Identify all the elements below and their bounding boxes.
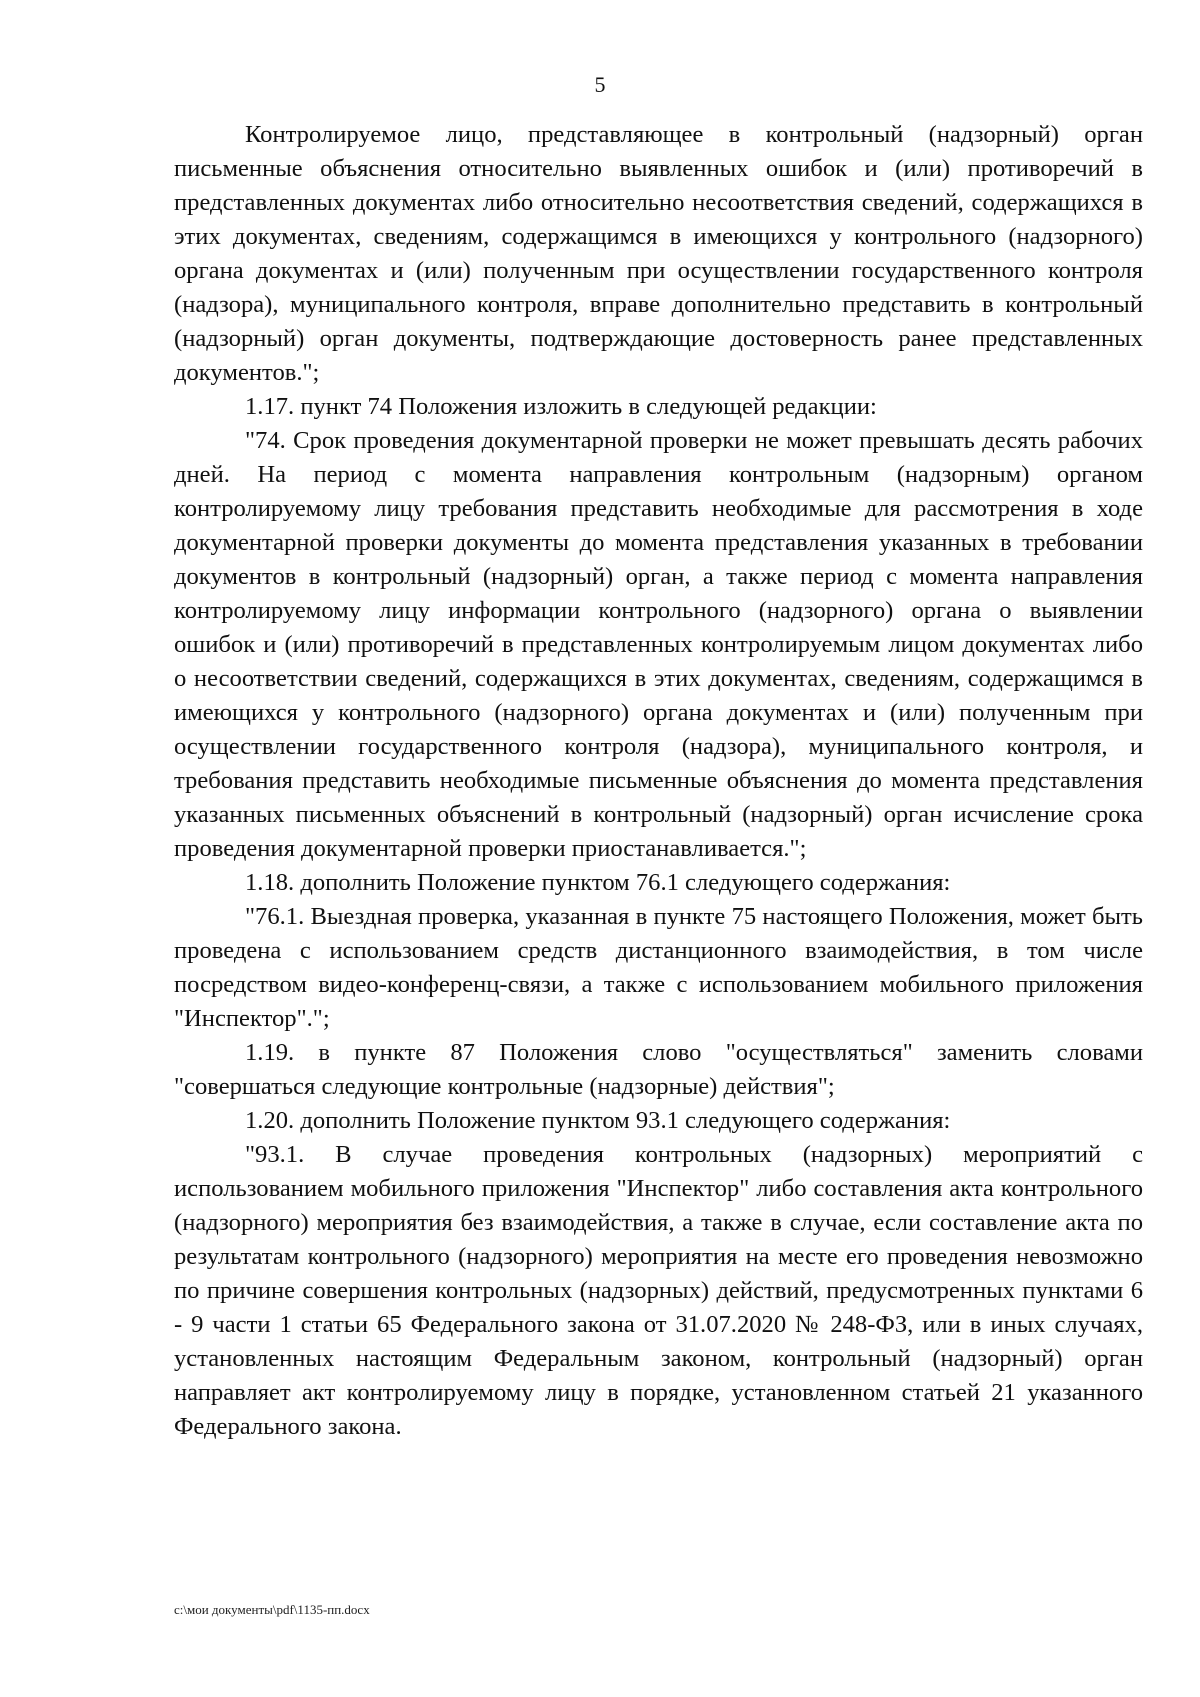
paragraph: 1.19. в пункте 87 Положения слово "осуществляться" заменить словами "совершаться следующие контрольные (надзорные) действия";	[174, 1039, 1143, 1100]
paragraph: "74. Срок проведения документарной проверки не может превышать десять рабочих дней. На период с момента направления контрольным (надзорным) органом контролируемому лицу требования представить необходимые для рассмотрения в ходе документарной проверки документы до момента представления указанных в требовании документов в контрольный (надзорный) орган, а также период с момента направления контролируемому лицу информации контрольного (надзорного) органа о выявлении ошибок и (или) противоречий в представленных контролируемым лицом документах либо о несоответствии сведений, содержащихся в этих документах, сведениям, содержащимся в имеющихся у контрольного (надзорного) органа документах и (или) полученным при осуществлении государственного контроля (надзора), муниципального контроля, и требования представить необходимые письменные объяснения до момента представления указанных письменных объяснений в контрольный (надзорный) орган исчисление срока проведения документарной проверки приостанавливается.";	[174, 427, 1143, 862]
paragraph: "76.1. Выездная проверка, указанная в пункте 75 настоящего Положения, может быть проведена с использованием средств дистанционного взаимодействия, в том числе посредством видео-конференц-связи, а также с использованием мобильного приложения "Инспектор".";	[174, 903, 1143, 1032]
paragraph: 1.18. дополнить Положение пунктом 76.1 следующего содержания:	[245, 869, 951, 896]
paragraph: Контролируемое лицо, представляющее в контрольный (надзорный) орган письменные объяснения относительно выявленных ошибок и (или) противоречий в представленных документах либо относительно несоответствия сведений, содержащихся в этих документах, сведениям, содержащимся в имеющихся у контрольного (надзорного) органа документах и (или) полученным при осуществлении государственного контроля (надзора), муниципального контроля, вправе дополнительно представить в контрольный (надзорный) орган документы, подтверждающие достоверность ранее представленных документов.";	[174, 121, 1143, 386]
paragraph: 1.17. пункт 74 Положения изложить в следующей редакции:	[245, 393, 877, 420]
footer-file-path: c:\мои документы\pdf\1135-пп.docx	[174, 1602, 370, 1617]
document-body	[174, 118, 1143, 1444]
paragraph: 1.20. дополнить Положение пунктом 93.1 следующего содержания:	[245, 1107, 951, 1134]
paragraph: "93.1. В случае проведения контрольных (надзорных) мероприятий с использованием мобильного приложения "Инспектор" либо составления акта контрольного (надзорного) мероприятия без взаимодействия, а также в случае, если составление акта по результатам контрольного (надзорного) мероприятия на месте его проведения невозможно по причине совершения контрольных (надзорных) действий, предусмотренных пунктами 6 - 9 части 1 статьи 65 Федерального закона от 31.07.2020 № 248-ФЗ, или в иных случаях, установленных настоящим Федеральным законом, контрольный (надзорный) орган направляет акт контролируемому лицу в порядке, установленном статьей 21 указанного Федерального закона.	[174, 1141, 1143, 1440]
page-number: 5	[594, 72, 606, 97]
